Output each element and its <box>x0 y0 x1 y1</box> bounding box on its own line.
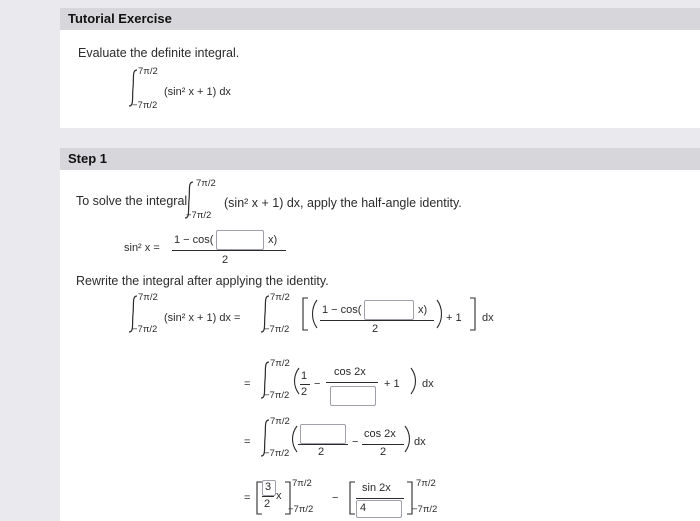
step1-header <box>60 148 700 170</box>
line4-equals: = <box>244 492 251 504</box>
line3-lower-limit: −7π/2 <box>264 448 290 459</box>
line2-equals: = <box>244 378 251 390</box>
line2-upper-limit: 7π/2 <box>270 358 290 369</box>
exercise-header <box>60 8 700 30</box>
line1-rhs-upper-limit: 7π/2 <box>270 292 290 303</box>
line3-fraction-bar <box>298 444 348 445</box>
line4-minus: − <box>332 492 339 504</box>
right-paren <box>436 298 444 330</box>
line1-num-left: 1 − cos( <box>322 304 362 316</box>
right-paren <box>410 366 418 396</box>
line2-cos-num: cos 2x <box>334 366 366 378</box>
line1-plus-one: + 1 <box>446 312 462 324</box>
step1-intro-before: To solve the integral <box>76 194 188 208</box>
left-paren <box>310 298 318 330</box>
line4-upper-limit-b: 7π/2 <box>416 478 436 489</box>
line2-fraction-bar <box>326 382 378 383</box>
rewrite-text: Rewrite the integral after applying the identity. <box>76 274 329 288</box>
line1-lower-limit: −7π/2 <box>132 324 158 335</box>
line1-angle-input[interactable] <box>364 300 414 320</box>
right-bracket <box>468 296 478 332</box>
line4-sin-num: sin 2x <box>362 482 391 494</box>
line4-upper-limit-a: 7π/2 <box>292 478 312 489</box>
line4-lower-limit-a: −7π/2 <box>288 504 314 515</box>
line2-half-num: 1 <box>301 370 308 382</box>
integral-lower-limit: −7π/2 <box>132 100 158 111</box>
line4-coef-num: 3 <box>265 481 272 493</box>
left-paren <box>290 424 298 454</box>
line1-den: 2 <box>372 323 379 335</box>
line2-half-den: 2 <box>301 386 308 398</box>
line4-sin-den: 4 <box>360 502 367 514</box>
line4-sin-bar <box>356 498 404 499</box>
step1-intro-after: (sin² x + 1) dx, apply the half-angle identity. <box>224 196 462 210</box>
line1-num-right: x) <box>418 304 428 316</box>
line4-var: x <box>276 490 282 502</box>
line1-lhs: (sin² x + 1) dx = <box>164 312 241 324</box>
exercise-title: Tutorial Exercise <box>68 11 172 26</box>
line3-equals: = <box>244 436 251 448</box>
line4-coef-den: 2 <box>264 498 271 510</box>
step1-title: Step 1 <box>68 151 108 166</box>
line3-upper-limit: 7π/2 <box>270 416 290 427</box>
line4-sin-den-input[interactable] <box>356 500 402 518</box>
line4-lower-limit-b: −7π/2 <box>412 504 438 515</box>
integral-upper-limit: 7π/2 <box>138 66 158 77</box>
identity-angle-input[interactable] <box>216 230 264 250</box>
line3-dx: dx <box>414 436 426 448</box>
right-paren <box>404 424 412 454</box>
exercise-panel <box>60 8 700 128</box>
line1-fraction-bar <box>320 320 434 321</box>
line4-coef-bar <box>262 496 274 497</box>
line3-num-input[interactable] <box>300 424 346 444</box>
line1-rhs-lower-limit: −7π/2 <box>264 324 290 335</box>
line1-dx: dx <box>482 312 494 324</box>
line3-cos-num: cos 2x <box>364 428 396 440</box>
line3-minus: − <box>352 436 359 448</box>
identity-den: 2 <box>222 254 229 266</box>
left-bracket <box>300 296 310 332</box>
line2-dx: dx <box>422 378 434 390</box>
integrand: (sin² x + 1) dx <box>164 86 231 98</box>
line3-cos-bar <box>362 444 404 445</box>
intro-lower-limit: −7π/2 <box>186 210 212 221</box>
line2-den-input[interactable] <box>330 386 376 406</box>
line4-coef-box[interactable] <box>262 480 276 496</box>
identity-num-right: x) <box>268 234 278 246</box>
line2-half-bar <box>300 384 310 385</box>
line2-minus: − <box>314 378 321 390</box>
intro-upper-limit: 7π/2 <box>196 178 216 189</box>
identity-num-left: 1 − cos( <box>174 234 214 246</box>
identity-fraction-bar <box>172 250 286 251</box>
line3-cos-den: 2 <box>380 446 387 458</box>
line3-den: 2 <box>318 446 325 458</box>
line1-upper-limit: 7π/2 <box>138 292 158 303</box>
line2-plus-one: + 1 <box>384 378 400 390</box>
line2-lower-limit: −7π/2 <box>264 390 290 401</box>
identity-lhs: sin² x = <box>124 242 160 254</box>
exercise-prompt: Evaluate the definite integral. <box>78 46 240 60</box>
left-paren <box>292 366 300 396</box>
left-bracket <box>348 480 356 516</box>
step1-panel <box>60 148 700 521</box>
